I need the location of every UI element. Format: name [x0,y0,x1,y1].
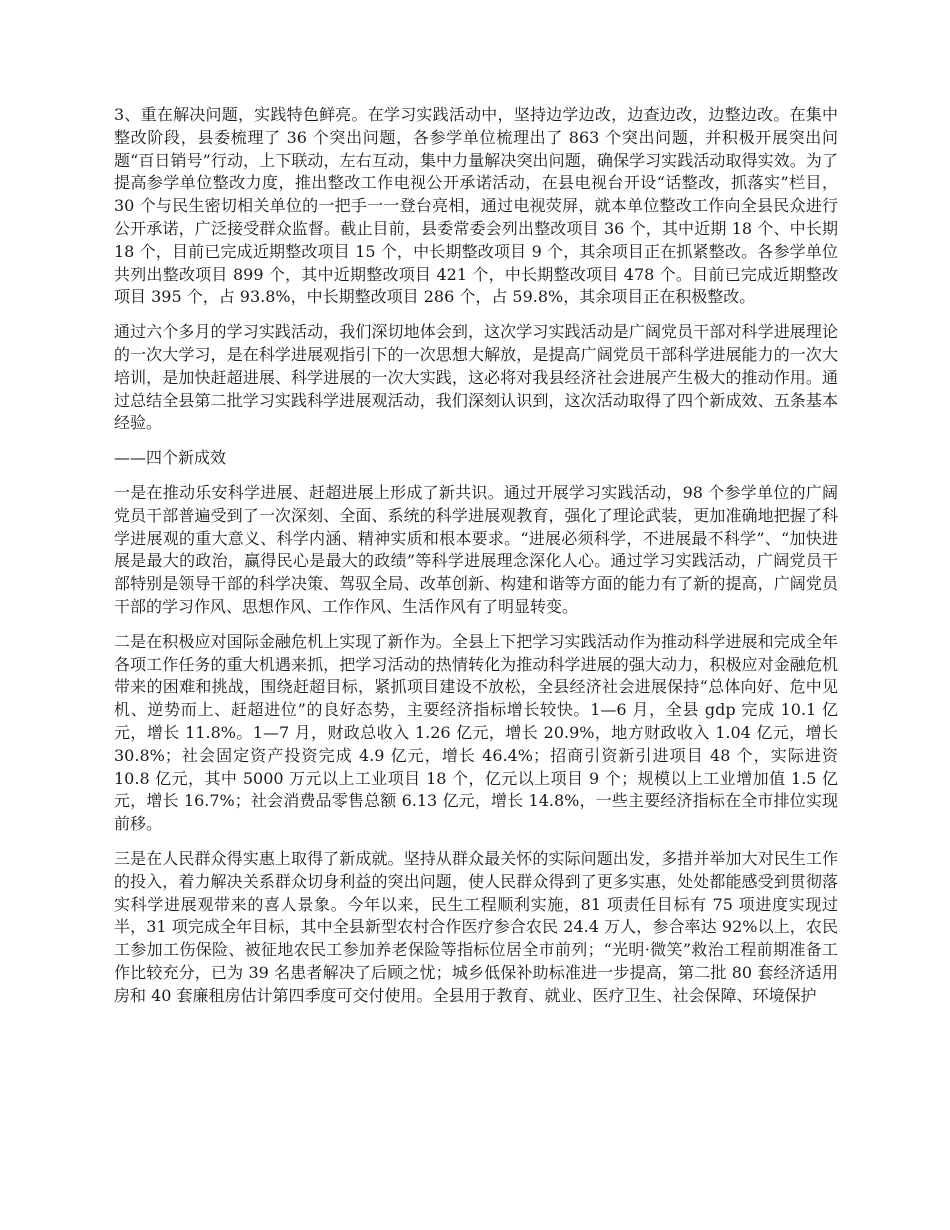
paragraph-summary: 通过六个多月的学习实践活动，我们深切地体会到，这次学习实践活动是广阔党员干部对科学进展理论的一次大学习，是在科学进展观指引下的一次思想大解放，是提高广阔党员干部科学进展能力的一次大培训，是加快赶超进展、科学进展的一次大实践，这必将对我县经济社会进展产生极大的推动作用。通过总结全县第二批学习实践科学进展观活动，我们深刻认识到，这次活动取得了四个新成效、五条基本经验。 [114,322,838,433]
paragraph-achievement-1: 一是在推动乐安科学进展、赶超进展上形成了新共识。通过开展学习实践活动，98 个参学单位的广阔党员干部普遍受到了一次深刻、全面、系统的科学进展观教育，强化了理论武装，更加准确地把握了科学进展观的重大意义、科学内涵、精神实质和根本要求。“进展必须科学，不进展最不科学”、“加快进展是最大的政治，赢得民心是最大的政绩”等科学进展理念深化人心。通过学习实践活动，广阔党员干部特别是领导干部的科学决策、驾驭全局、改革创新、构建和谐等方面的能力有了新的提高，广阔党员干部的学习作风、思想作风、工作作风、生活作风有了明显转变。 [114,482,838,616]
paragraph-problem-solving: 3、重在解决问题，实践特色鲜亮。在学习实践活动中，坚持边学边改，边查边改，边整边改。在集中整改阶段，县委梳理了 36 个突出问题，各参学单位梳理出了 863 个突出问题，并积极开展突出问题“百日销号”行动，上下联动，左右互动，集中力量解决突出问题，确保学习实践活动取得实效。为了提高参学单位整改力度，推出整改工作电视公开承诺活动，在县电视台开设“话整改，抓落实”栏目，30 个与民生密切相关单位的一把手一一登台亮相，通过电视荧屏，就本单位整改工作向全县民众进行公开承诺，广泛接受群众监督。截止目前，县委常委会列出整改项目 36 个，其中近期 18 个、中长期 18 个，目前已完成近期整改项目 15 个，中长期整改项目 9 个，其余项目正在抓紧整改。各参学单位共列出整改项目 899 个，其中近期整改项目 421 个，中长期整改项目 478 个。目前已完成近期整改项目 395 个，占 93.8%，中长期整改项目 286 个，占 59.8%，其余项目正在积极整改。 [114,105,838,307]
paragraph-achievement-3: 三是在人民群众得实惠上取得了新成就。坚持从群众最关怀的实际问题出发，多措并举加大对民生工作的投入，着力解决关系群众切身利益的突出问题，使人民群众得到了更多实惠，处处都能感受到贯彻落实科学进展观带来的喜人景象。今年以来，民生工程顺利实施，81 项责任目标有 75 项进度实现过半，31 项完成全年目标，其中全县新型农村合作医疗参合农民 24.4 万人，参合率达 92%以上，农民工参加工伤保险、被征地农民工参加养老保险等指标位居全市前列；“光明·微笑”救治工程前期准备工作比较充分，已为 39 名患者解决了后顾之忧；城乡低保补助标准进一步提高，第二批 80 套经济适用房和 40 套廉租房估计第四季度可交付使用。全县用于教育、就业、医疗卫生、社会保障、环境保护 [114,848,838,1005]
document-body [114,104,838,1019]
paragraph-achievement-2: 二是在积极应对国际金融危机上实现了新作为。全县上下把学习实践活动作为推动科学进展和完成全年各项工作任务的重大机遇来抓，把学习活动的热情转化为推动科学进展的强大动力，积极应对金融危机带来的困难和挑战，围绕赶超目标，紧抓项目建设不放松，全县经济社会进展保持“总体向好、危中见机、逆势而上、赶超进位”的良好态势，主要经济指标增长较快。1—6 月，全县 gdp 完成 10.1 亿元，增长 11.8%。1—7 月，财政总收入 1.26 亿元，增长 20.9%，地方财政收入 1.04 亿元，增长 30.8%；社会固定资产投资完成 4.9 亿元，增长 46.4%；招商引资新引进项目 48 个，实际进资 10.8 亿元，其中 5000 万元以上工业项目 18 个，亿元以上项目 9 个；规模以上工业增加值 1.5 亿元，增长 16.7%；社会消费品零售总额 6.13 亿元，增长 14.8%，一些主要经济指标在全市排位实现前移。 [114,631,838,834]
section-heading-four-achievements: ——四个新成效 [114,448,227,468]
